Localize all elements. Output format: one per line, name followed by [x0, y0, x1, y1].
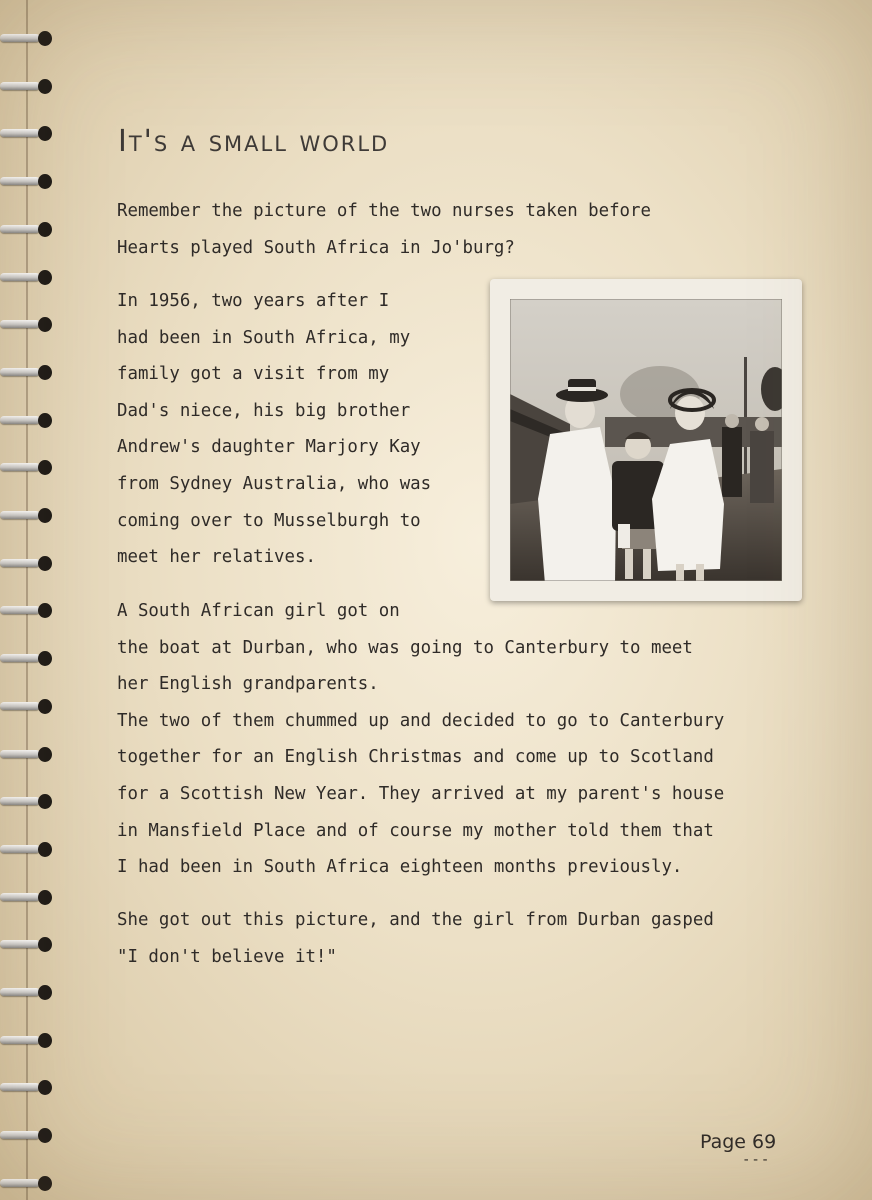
binding-wire — [0, 750, 40, 758]
binding-ring — [0, 743, 62, 767]
binding-ring — [0, 409, 62, 433]
binding-hole — [38, 699, 52, 714]
binding-wire — [0, 177, 40, 185]
text-line: "I don't believe it!" — [117, 946, 337, 967]
binding-wire — [0, 416, 40, 424]
binding-ring — [0, 75, 62, 99]
binding-hole — [38, 794, 52, 809]
binding-wire — [0, 320, 40, 328]
text-line: I had been in South Africa eighteen months previously. — [117, 857, 683, 878]
binding-hole — [38, 31, 52, 46]
page-number: Page 69 — [700, 1131, 777, 1153]
binding-hole — [38, 270, 52, 285]
binding-hole — [38, 126, 52, 141]
binding-ring — [0, 218, 62, 242]
binding-ring — [0, 456, 62, 480]
text-line: in Mansfield Place and of course my mother told them that — [117, 820, 714, 841]
binding-ring — [0, 313, 62, 337]
text-line: meet her relatives. — [117, 547, 316, 568]
binding-ring — [0, 361, 62, 385]
binding-wire — [0, 463, 40, 471]
binding-hole — [38, 79, 52, 94]
binding-ring — [0, 170, 62, 194]
binding-hole — [38, 508, 52, 523]
binding-ring — [0, 122, 62, 146]
binding-ring — [0, 27, 62, 51]
page-number-underline: --- — [742, 1152, 771, 1168]
binding-ring — [0, 504, 62, 528]
binding-ring — [0, 552, 62, 576]
binding-ring — [0, 599, 62, 623]
text-line: family got a visit from my — [117, 364, 390, 385]
paragraph-durban — [117, 593, 724, 886]
page-title: It's a small world — [118, 124, 390, 159]
nurses-photo-illustration — [510, 299, 782, 581]
binding-ring — [0, 1172, 62, 1196]
binding-hole — [38, 174, 52, 189]
text-line: her English grandparents. — [117, 674, 379, 695]
text-line: coming over to Musselburgh to — [117, 510, 421, 531]
binding-ring — [0, 1029, 62, 1053]
binding-hole — [38, 747, 52, 762]
binding-wire — [0, 797, 40, 805]
text-line: The two of them chummed up and decided to go to Canterbury — [117, 710, 725, 731]
text-line: Hearts played South Africa in Jo'burg? — [117, 237, 515, 258]
text-line: the boat at Durban, who was going to Canterbury to meet — [117, 637, 693, 658]
binding-wire — [0, 1131, 40, 1139]
text-line: for a Scottish New Year. They arrived at my parent's house — [117, 783, 725, 804]
binding-hole — [38, 937, 52, 952]
binding-hole — [38, 222, 52, 237]
binding-wire — [0, 940, 40, 948]
binding-hole — [38, 1128, 52, 1143]
text-line: Andrew's daughter Marjory Kay — [117, 437, 421, 458]
paragraph-visit — [117, 283, 431, 576]
text-line: In 1956, two years after I — [117, 291, 390, 311]
binding-hole — [38, 890, 52, 905]
text-line: had been in South Africa, my — [117, 327, 411, 348]
binding-wire — [0, 1036, 40, 1044]
binding-ring — [0, 790, 62, 814]
binding-hole — [38, 842, 52, 857]
binding-hole — [38, 1080, 52, 1095]
binding-hole — [38, 651, 52, 666]
binding-hole — [38, 1176, 52, 1191]
binding-hole — [38, 413, 52, 428]
binding-wire — [0, 511, 40, 519]
binding-hole — [38, 603, 52, 618]
binding-ring — [0, 1124, 62, 1148]
text-line: A South African girl got on — [117, 601, 400, 621]
binding-wire — [0, 988, 40, 996]
binding-wire — [0, 702, 40, 710]
binding-wire — [0, 606, 40, 614]
binding-ring — [0, 933, 62, 957]
binding-wire — [0, 893, 40, 901]
spiral-binding — [0, 0, 70, 1200]
text-line: Remember the picture of the two nurses taken before — [117, 201, 651, 221]
paragraph-intro — [117, 193, 651, 266]
binding-wire — [0, 845, 40, 853]
binding-wire — [0, 225, 40, 233]
binding-wire — [0, 34, 40, 42]
paragraph-ending — [117, 902, 714, 975]
vintage-photo — [490, 279, 802, 601]
binding-ring — [0, 266, 62, 290]
binding-hole — [38, 985, 52, 1000]
binding-wire — [0, 559, 40, 567]
binding-wire — [0, 654, 40, 662]
binding-hole — [38, 365, 52, 380]
text-line: Dad's niece, his big brother — [117, 400, 411, 421]
binding-ring — [0, 1076, 62, 1100]
binding-hole — [38, 556, 52, 571]
binding-hole — [38, 1033, 52, 1048]
text-line: together for an English Christmas and come up to Scotland — [117, 747, 714, 768]
binding-ring — [0, 695, 62, 719]
text-line: from Sydney Australia, who was — [117, 473, 432, 494]
binding-wire — [0, 82, 40, 90]
binding-hole — [38, 460, 52, 475]
binding-ring — [0, 647, 62, 671]
binding-hole — [38, 317, 52, 332]
binding-wire — [0, 1179, 40, 1187]
binding-ring — [0, 981, 62, 1005]
binding-ring — [0, 838, 62, 862]
text-line: She got out this picture, and the girl from Durban gasped — [117, 910, 714, 930]
binding-wire — [0, 273, 40, 281]
binding-wire — [0, 1083, 40, 1091]
binding-wire — [0, 368, 40, 376]
binding-wire — [0, 129, 40, 137]
binding-ring — [0, 886, 62, 910]
